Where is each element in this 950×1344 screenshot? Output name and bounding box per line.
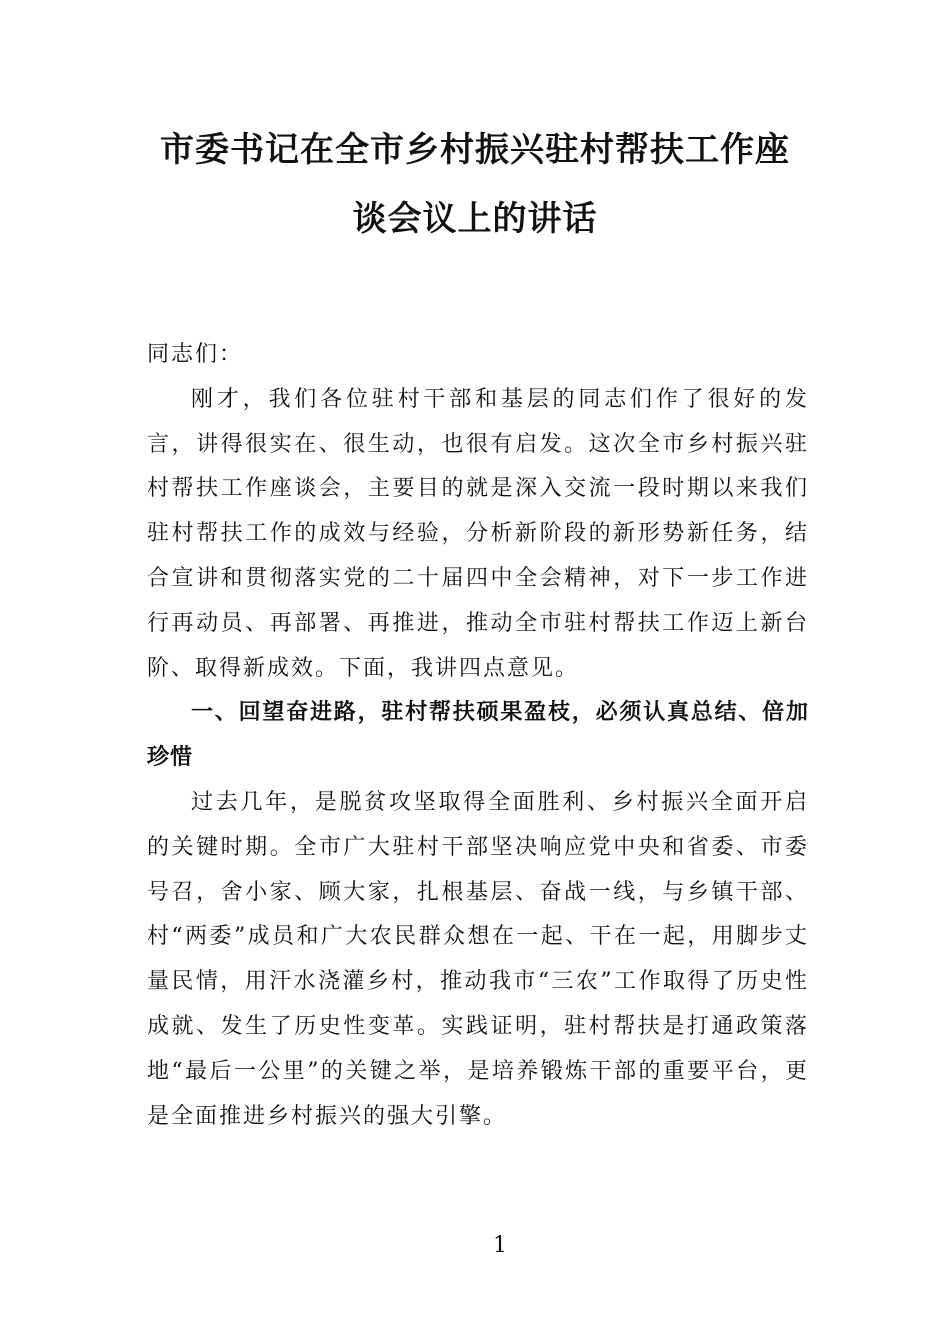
opening-paragraph: 刚才，我们各位驻村干部和基层的同志们作了很好的发言，讲得很实在、很生动，也很有启发。这次全市乡村振兴驻村帮扶工作座谈会，主要目的就是深入交流一段时期以来我们驻村帮扶工作的成效与经验，分析新阶段的新形势新任务，结合宣讲和贯彻落实党的二十届四中全会精神，对下一步工作进行再动员、再部署、再推进，推动全市驻村帮扶工作迈上新台阶、取得新成效。下面，我讲四点意见。 bbox=[147, 386, 809, 681]
page-number: 1 bbox=[493, 1233, 507, 1258]
document-body bbox=[147, 333, 809, 1139]
document-title-line-2: 谈会议上的讲话 bbox=[352, 199, 598, 239]
salutation: 同志们： bbox=[147, 342, 244, 367]
document-title-line-1: 市委书记在全市乡村振兴驻村帮扶工作座 bbox=[160, 130, 790, 170]
section-1-heading: 一、回望奋进路，驻村帮扶硕果盈枝，必须认真总结、倍加珍惜 bbox=[147, 700, 809, 771]
section-1-paragraph: 过去几年，是脱贫攻坚取得全面胜利、乡村振兴全面开启的关键时期。全市广大驻村干部坚决响应党中央和省委、市委号召，舍小家、顾大家，扎根基层、奋战一线，与乡镇干部、村“两委”成员和广大农民群众想在一起、干在一起，用脚步丈量民情，用汗水浇灌乡村，推动我市“三农”工作取得了历史性成就、发生了历史性变革。实践证明，驻村帮扶是打通政策落地“最后一公里”的关键之举，是培养锻炼干部的重要平台，更是全面推进乡村振兴的强大引擎。 bbox=[147, 789, 809, 1129]
